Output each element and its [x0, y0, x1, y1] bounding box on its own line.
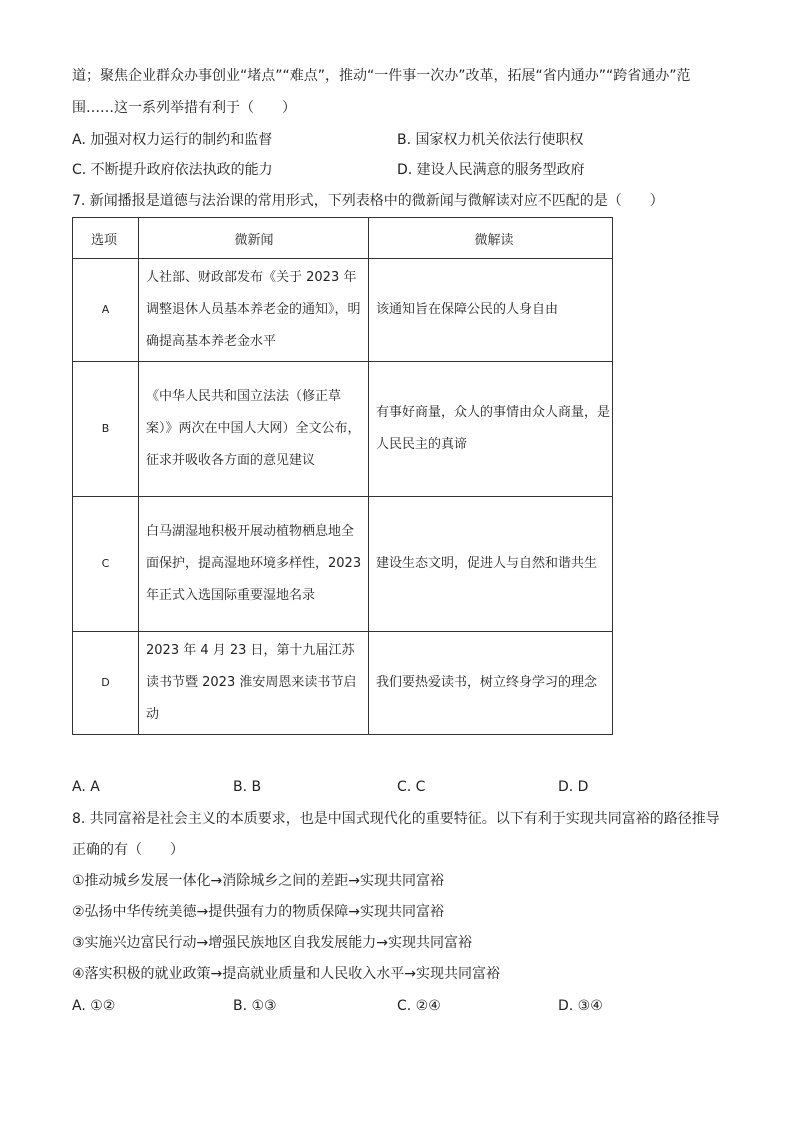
row-option-label: D	[101, 676, 110, 689]
row-reading	[369, 632, 613, 735]
row-reading	[369, 362, 613, 497]
q8-item-4: ④落实积极的就业政策→提高就业质量和人民收入水平→实现共同富裕	[72, 966, 501, 982]
q8-option-c[interactable]: C. ②④	[397, 998, 441, 1014]
row-news	[139, 259, 369, 362]
q7-option-b[interactable]: B. B	[233, 779, 262, 795]
q6-option-a[interactable]: A. 加强对权力运行的制约和监督	[72, 132, 273, 148]
row-option	[73, 362, 139, 497]
row-news-text: 2023 年 4 月 23 日，第十九届江苏读书节暨 2023 淮安周恩来读书节启动	[146, 643, 357, 722]
row-news	[139, 632, 369, 735]
q6-option-c[interactable]: C. 不断提升政府依法执政的能力	[72, 162, 273, 178]
row-option	[73, 632, 139, 735]
table-row	[73, 497, 613, 632]
header-news: 微新闻	[139, 218, 369, 259]
row-reading-text: 我们要热爱读书，树立终身学习的理念	[376, 675, 598, 690]
q7-table	[72, 217, 613, 735]
header-option: 选项	[73, 218, 139, 259]
q7-option-c[interactable]: C. C	[397, 779, 426, 795]
table-header-row	[73, 218, 613, 259]
q6-stem-line-2: 围……这一系列举措有利于（ ）	[72, 100, 296, 116]
row-option-label: B	[101, 422, 110, 435]
q8-item-3: ③实施兴边富民行动→增强民族地区自我发展能力→实现共同富裕	[72, 935, 473, 951]
q8-option-b[interactable]: B. ①③	[233, 998, 277, 1014]
row-news	[139, 497, 369, 632]
row-option	[73, 259, 139, 362]
q8-option-a[interactable]: A. ①②	[72, 998, 116, 1014]
table-row	[73, 259, 613, 362]
q8-option-d[interactable]: D. ③④	[558, 998, 603, 1014]
row-reading-text: 建设生态文明，促进人与自然和谐共生	[376, 556, 598, 571]
row-reading	[369, 259, 613, 362]
q6-option-d[interactable]: D. 建设人民满意的服务型政府	[397, 162, 585, 178]
q6-stem-line-1: 道；聚焦企业群众办事创业“堵点”“难点”，推动“一件事一次办”改革，拓展“省内通办”“跨省通办”范	[72, 68, 691, 84]
q8-stem-line-2: 正确的有（ ）	[72, 842, 184, 858]
table-row	[73, 632, 613, 735]
q7-option-a[interactable]: A. A	[72, 779, 100, 795]
row-reading-text: 有事好商量，众人的事情由众人商量，是人民民主的真谛	[376, 405, 611, 452]
row-news	[139, 362, 369, 497]
q8-stem-line-1: 8. 共同富裕是社会主义的本质要求，也是中国式现代化的重要特征。以下有利于实现共同富裕的路径推导	[72, 811, 720, 827]
row-news-text: 白马湖湿地积极开展动植物栖息地全面保护，提高湿地环境多样性，2023 年正式入选国际重要湿地名录	[146, 524, 362, 603]
q8-item-1: ①推动城乡发展一体化→消除城乡之间的差距→实现共同富裕	[72, 873, 445, 889]
row-reading	[369, 497, 613, 632]
row-option-label: C	[101, 557, 110, 570]
row-option	[73, 497, 139, 632]
q6-option-b[interactable]: B. 国家权力机关依法行使职权	[397, 132, 584, 148]
row-news-text: 人社部、财政部发布《关于 2023 年调整退休人员基本养老金的通知》，明确提高基本养老金水平	[146, 270, 361, 349]
q7-option-d[interactable]: D. D	[558, 779, 589, 795]
header-reading: 微解读	[369, 218, 613, 259]
row-reading-text: 该通知旨在保障公民的人身自由	[376, 302, 559, 317]
q7-stem: 7. 新闻播报是道德与法治课的常用形式，下列表格中的微新闻与微解读对应不匹配的是（ ）	[72, 193, 664, 209]
row-news-text: 《中华人民共和国立法法（修正草案）》两次在中国人大网）全文公布，征求并吸收各方面的意见建议	[146, 389, 361, 468]
row-option-label: A	[101, 303, 110, 316]
q8-item-2: ②弘扬中华传统美德→提供强有力的物质保障→实现共同富裕	[72, 904, 445, 920]
table-row	[73, 362, 613, 497]
